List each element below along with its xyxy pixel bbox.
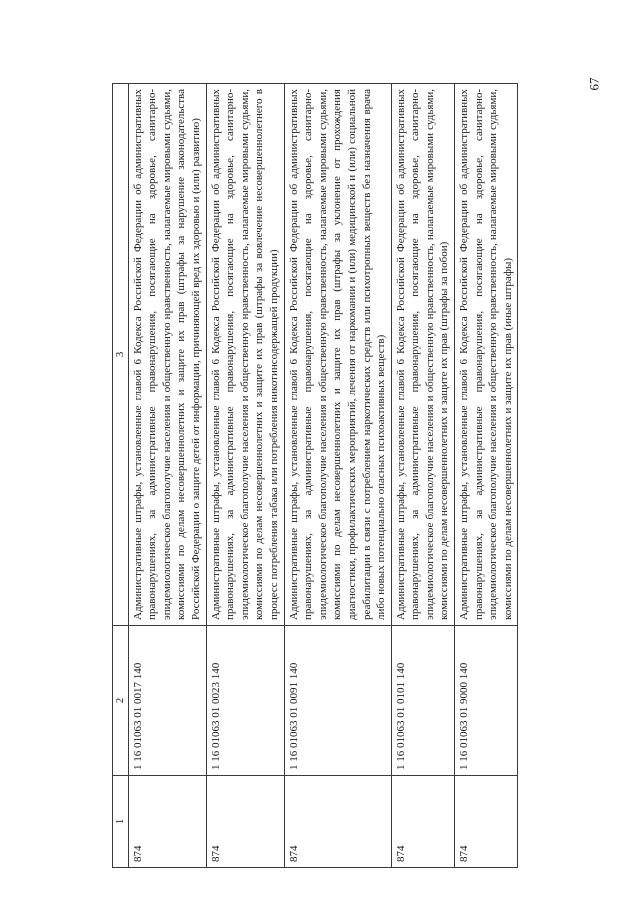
budget-code-cell: 1 16 01063 01 0017 140 <box>128 626 206 776</box>
column-header-1: 1 <box>113 776 129 868</box>
description-cell: Административные штрафы, установленные главой 6 Кодекса Российской Федерации об административных правонарушениях, за административные правонарушения, посягающие на здоровье, санитарно-эпидемиологическое благополучие населения и общественную нравственность, налагаемые мировыми судьями, комиссиями по делам несовершеннолетних и защите их прав (штрафы за нарушение законодательства Российской Федерации о защите детей от информации, причиняющей вред их здоровью и (или) развитию) <box>128 84 206 626</box>
description-cell: Административные штрафы, установленные главой 6 Кодекса Российской Федерации об административных правонарушениях, за административные правонарушения, посягающие на здоровье, санитарно-эпидемиологическое благополучие населения и общественную нравственность, налагаемые мировыми судьями, комиссиями по делам несовершеннолетних и защите их прав (штрафы за вовлечение несовершеннолетнего в процесс потребления табака или потребления никотинсодержащей продукции) <box>206 84 284 626</box>
budget-code-cell: 1 16 01063 01 0101 140 <box>391 626 454 776</box>
description-cell: Административные штрафы, установленные главой 6 Кодекса Российской Федерации об административных правонарушениях, за административные правонарушения, посягающие на здоровье, санитарно-эпидемиологическое благополучие населения и общественную нравственность, налагаемые мировыми судьями, комиссиями по делам несовершеннолетних и защите их прав (штрафы за побои) <box>391 84 454 626</box>
admin-code-cell: 874 <box>284 776 391 868</box>
table-row <box>455 84 518 868</box>
admin-code-cell: 874 <box>391 776 454 868</box>
rotated-table-frame <box>112 84 590 868</box>
budget-code-cell: 1 16 01063 01 0091 140 <box>284 626 391 776</box>
table-row <box>128 84 206 868</box>
table-row <box>391 84 454 868</box>
column-header-3: 3 <box>113 84 129 626</box>
admin-code-cell: 874 <box>455 776 518 868</box>
budget-code-cell: 1 16 01063 01 9000 140 <box>455 626 518 776</box>
budget-code-table <box>112 83 518 868</box>
table-row <box>284 84 391 868</box>
budget-code-cell: 1 16 01063 01 0023 140 <box>206 626 284 776</box>
page-number: 67 <box>586 77 602 91</box>
table-row <box>206 84 284 868</box>
description-cell: Административные штрафы, установленные главой 6 Кодекса Российской Федерации об административных правонарушениях, за административные правонарушения, посягающие на здоровье, санитарно-эпидемиологическое благополучие населения и общественную нравственность, налагаемые мировыми судьями, комиссиями по делам несовершеннолетних и защите их прав (штрафы за уклонение от прохождения диагностики, профилактических мероприятий, лечения от наркомании и (или) медицинской и (или) социальной реабилитации в связи с потреблением наркотических средств или психотропных веществ без назначения врача либо новых потенциально опасных психоактивных веществ) <box>284 84 391 626</box>
column-header-2: 2 <box>113 626 129 776</box>
description-cell: Административные штрафы, установленные главой 6 Кодекса Российской Федерации об административных правонарушениях, за административные правонарушения, посягающие на здоровье, санитарно-эпидемиологическое благополучие населения и общественную нравственность, налагаемые мировыми судьями, комиссиями по делам несовершеннолетних и защите их прав (иные штрафы) <box>455 84 518 626</box>
admin-code-cell: 874 <box>206 776 284 868</box>
admin-code-cell: 874 <box>128 776 206 868</box>
table-header-row <box>113 84 129 868</box>
